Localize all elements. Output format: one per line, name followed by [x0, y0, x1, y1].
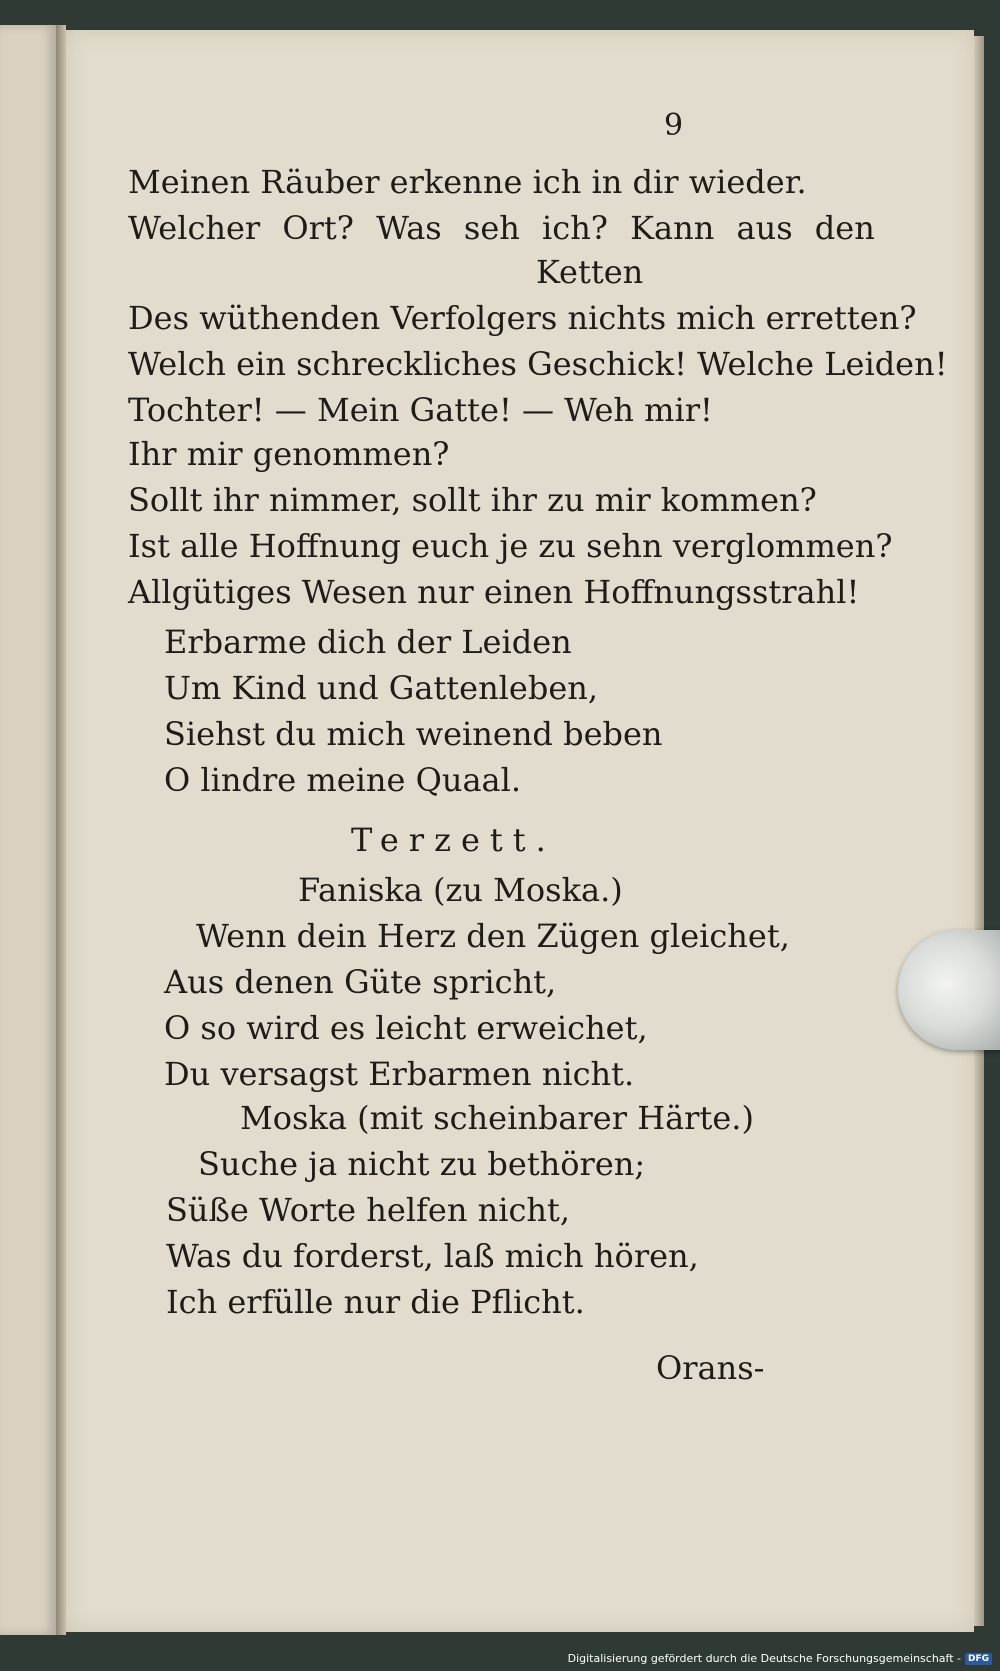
catchword: Orans-	[656, 1349, 765, 1387]
text-line: Aus denen Güte spricht,	[164, 963, 557, 1001]
text-line: Welcher Ort? Was seh ich? Kann aus den	[128, 209, 875, 247]
text-line: Suche ja nicht zu bethören;	[198, 1145, 646, 1183]
speaker-line: Moska (mit scheinbarer Härte.)	[240, 1099, 754, 1137]
page-number: 9	[664, 108, 804, 143]
text-line: Siehst du mich weinend beben	[164, 715, 663, 753]
text-line: Was du forderst, laß mich hören,	[166, 1237, 699, 1275]
text-line: Ihr mir genommen?	[128, 435, 450, 473]
text-line: Allgütiges Wesen nur einen Hoffnungsstrahl!	[128, 573, 860, 611]
text-line: Des wüthenden Verfolgers nichts mich erretten?	[128, 299, 917, 337]
speaker-line: Faniska (zu Moska.)	[298, 871, 623, 909]
dfg-logo-icon: DFG	[965, 1653, 992, 1665]
text-line: Erbarme dich der Leiden	[164, 623, 572, 661]
text-line: Tochter! — Mein Gatte! — Weh mir!	[128, 391, 713, 429]
text-line: Meinen Räuber erkenne ich in dir wieder.	[128, 163, 807, 201]
page-text	[66, 30, 974, 1632]
text-line: Ketten	[536, 253, 644, 291]
footer-credit	[568, 1652, 992, 1665]
text-line: Wenn dein Herz den Zügen gleichet,	[196, 917, 790, 955]
text-line: Sollt ihr nimmer, sollt ihr zu mir kommen?	[128, 481, 817, 519]
text-line: Welch ein schreckliches Geschick! Welche Leiden!	[128, 345, 948, 383]
page-stack-edge	[974, 36, 984, 1626]
text-line: O so wird es leicht erweichet,	[164, 1009, 648, 1047]
book-gutter	[56, 25, 66, 1635]
text-line: Du versagst Erbarmen nicht.	[164, 1055, 635, 1093]
section-heading: Terzett.	[351, 821, 556, 859]
text-line: O lindre meine Quaal.	[164, 761, 522, 799]
text-line: Ich erfülle nur die Pflicht.	[166, 1283, 585, 1321]
text-line: Ist alle Hoffnung euch je zu sehn verglommen?	[128, 527, 893, 565]
left-page-edge	[0, 25, 56, 1635]
text-line: Süße Worte helfen nicht,	[166, 1191, 571, 1229]
text-line: Um Kind und Gattenleben,	[164, 669, 599, 707]
footer-credit-text: Digitalisierung gefördert durch die Deutsche Forschungsgemeinschaft -	[567, 1652, 961, 1665]
